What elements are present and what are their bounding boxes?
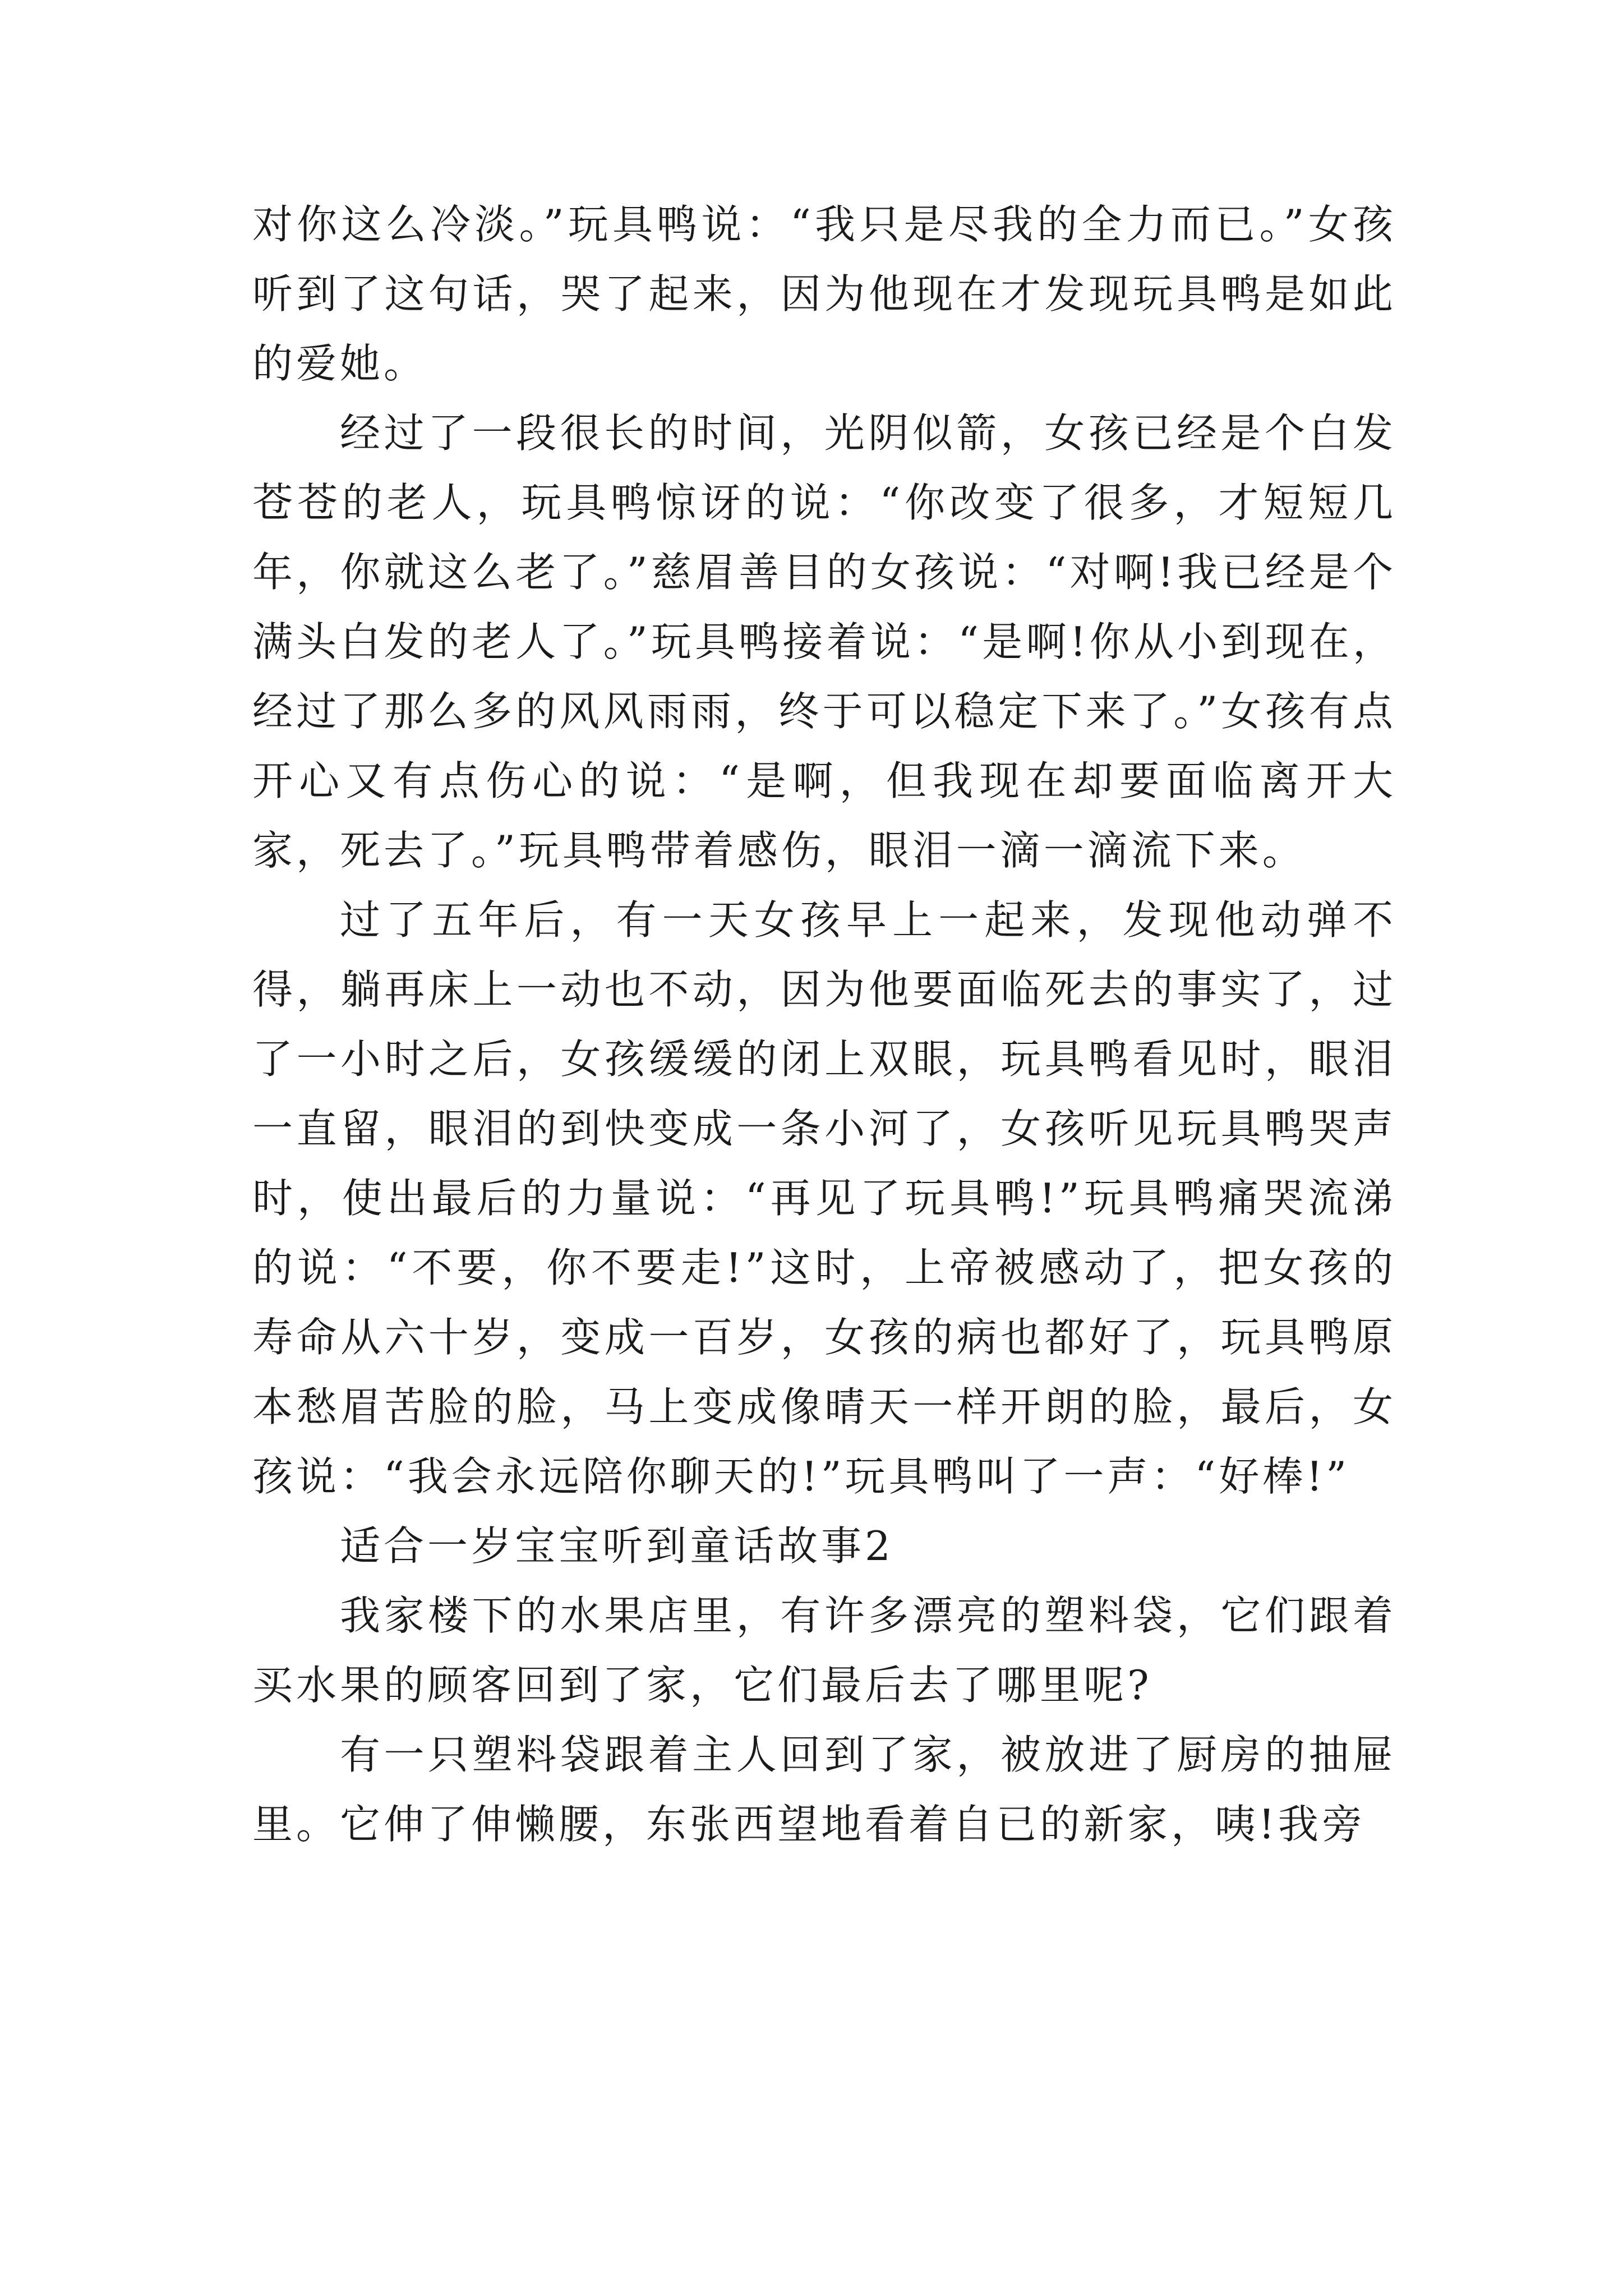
paragraph-1: 对你这么冷淡。”玩具鸭说：“我只是尽我的全力而已。”女孩听到了这句话，哭了起来，因为他现在才发现玩具鸭是如此的爱她。 (252, 201, 1396, 387)
paragraph-5: 有一只塑料袋跟着主人回到了家，被放进了厨房的抽屉里。它伸了伸懒腰，东张西望地看着自已的新家，咦!我旁 (252, 1731, 1396, 1848)
paragraph-3: 过了五年后，有一天女孩早上一起来，发现他动弹不得，躺再床上一动也不动，因为他要面临死去的事实了，过了一小时之后，女孩缓缓的闭上双眼，玩具鸭看见时，眼泪一直留，眼泪的到快变成一条小河了，女孩听见玩具鸭哭声时，使出最后的力量说：“再见了玩具鸭!”玩具鸭痛哭流涕的说：“不要，你不要走!”这时，上帝被感动了，把女孩的寿命从六十岁，变成一百岁，女孩的病也都好了，玩具鸭原本愁眉苦脸的脸，马上变成像晴天一样开朗的脸，最后，女孩说：“我会永远陪你聊天的!”玩具鸭叫了一声：“好棒!” (252, 896, 1396, 1500)
paragraph-4: 我家楼下的水果店里，有许多漂亮的塑料袋，它们跟着买水果的顾客回到了家，它们最后去了哪里呢? (252, 1592, 1396, 1709)
document-body (252, 190, 1396, 1859)
paragraph-2: 经过了一段很长的时间，光阴似箭，女孩已经是个白发苍苍的老人，玩具鸭惊讶的说：“你改变了很多，才短短几年，你就这么老了。”慈眉善目的女孩说：“对啊!我已经是个满头白发的老人了。”玩具鸭接着说：“是啊!你从小到现在，经过了那么多的风风雨雨，终于可以稳定下来了。”女孩有点开心又有点伤心的说：“是啊，但我现在却要面临离开大家，死去了。”玩具鸭带着感伤，眼泪一滴一滴流下来。 (252, 409, 1396, 874)
section-heading: 适合一岁宝宝听到童话故事2 (340, 1522, 894, 1570)
